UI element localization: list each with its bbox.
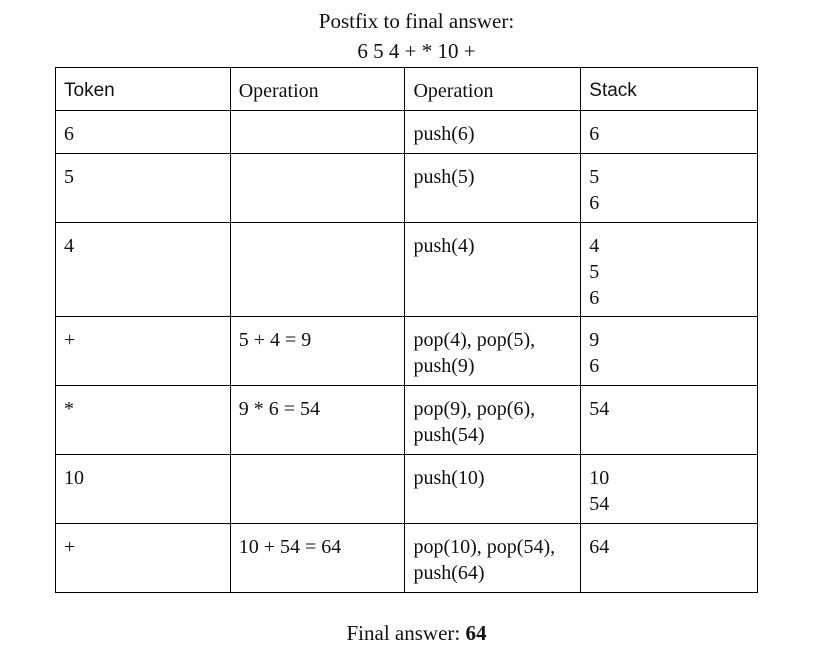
- header-operation-stack: Operation: [405, 68, 581, 111]
- stack-cell: [581, 455, 758, 524]
- stack-operation-cell: [405, 524, 581, 593]
- postfix-expression: 6 5 4 + * 10 +: [357, 39, 476, 63]
- stack-operation-line: push(5): [413, 166, 475, 188]
- stack-value: 6: [589, 287, 600, 309]
- stack-operation-line: push(54): [413, 424, 485, 446]
- stack-operation-line: push(6): [413, 123, 475, 145]
- stack-cell: [581, 111, 758, 154]
- evaluation-table: [55, 67, 758, 593]
- table-row: [56, 455, 758, 524]
- operation-cell: [230, 455, 405, 524]
- table-row: [56, 317, 758, 386]
- token-cell: +: [56, 317, 231, 386]
- stack-operation-line: push(64): [413, 562, 485, 584]
- stack-operation-line: push(4): [413, 235, 475, 257]
- stack-operation-line: push(10): [413, 467, 485, 489]
- table-row: [56, 524, 758, 593]
- stack-operation-cell: [405, 111, 581, 154]
- operation-cell: 5 + 4 = 9: [230, 317, 405, 386]
- stack-value: 5: [589, 261, 600, 283]
- stack-value: 4: [589, 235, 600, 257]
- stack-value: 6: [589, 355, 600, 377]
- final-answer: [0, 620, 833, 647]
- stack-value: 6: [589, 192, 600, 214]
- operation-cell: [230, 223, 405, 317]
- token-cell: *: [56, 386, 231, 455]
- header-stack: Stack: [581, 68, 758, 111]
- stack-value: 54: [589, 398, 610, 420]
- table-header-row: [56, 68, 758, 111]
- token-cell: 4: [56, 223, 231, 317]
- stack-operation-cell: [405, 386, 581, 455]
- table-row: [56, 386, 758, 455]
- stack-operation-line: push(9): [413, 355, 475, 377]
- stack-value: 9: [589, 329, 600, 351]
- stack-operation-line: pop(10), pop(54),: [413, 536, 556, 558]
- stack-value: 54: [589, 493, 610, 515]
- stack-value: 5: [589, 166, 600, 188]
- stack-operation-cell: [405, 154, 581, 223]
- token-cell: +: [56, 524, 231, 593]
- stack-operation-line: pop(4), pop(5),: [413, 329, 536, 351]
- stack-cell: [581, 223, 758, 317]
- final-answer-value: 64: [465, 621, 487, 645]
- stack-value: 64: [589, 536, 610, 558]
- operation-cell: 10 + 54 = 64: [230, 524, 405, 593]
- token-cell: 6: [56, 111, 231, 154]
- stack-cell: [581, 386, 758, 455]
- stack-operation-cell: [405, 223, 581, 317]
- header-operation: Operation: [230, 68, 405, 111]
- stack-value: 6: [589, 123, 600, 145]
- stack-value: 10: [589, 467, 610, 489]
- final-answer-label: Final answer:: [346, 621, 461, 645]
- operation-cell: [230, 154, 405, 223]
- operation-cell: [230, 111, 405, 154]
- stack-cell: [581, 317, 758, 386]
- stack-cell: [581, 524, 758, 593]
- token-cell: 5: [56, 154, 231, 223]
- table-body: [56, 111, 758, 593]
- header-token: Token: [56, 68, 231, 111]
- token-cell: 10: [56, 455, 231, 524]
- stack-operation-cell: [405, 455, 581, 524]
- table-row: [56, 154, 758, 223]
- table-row: [56, 223, 758, 317]
- stack-operation-cell: [405, 317, 581, 386]
- stack-cell: [581, 154, 758, 223]
- table-row: [56, 111, 758, 154]
- stack-operation-line: pop(9), pop(6),: [413, 398, 536, 420]
- operation-cell: 9 * 6 = 54: [230, 386, 405, 455]
- page-title: Postfix to final answer:: [318, 9, 515, 33]
